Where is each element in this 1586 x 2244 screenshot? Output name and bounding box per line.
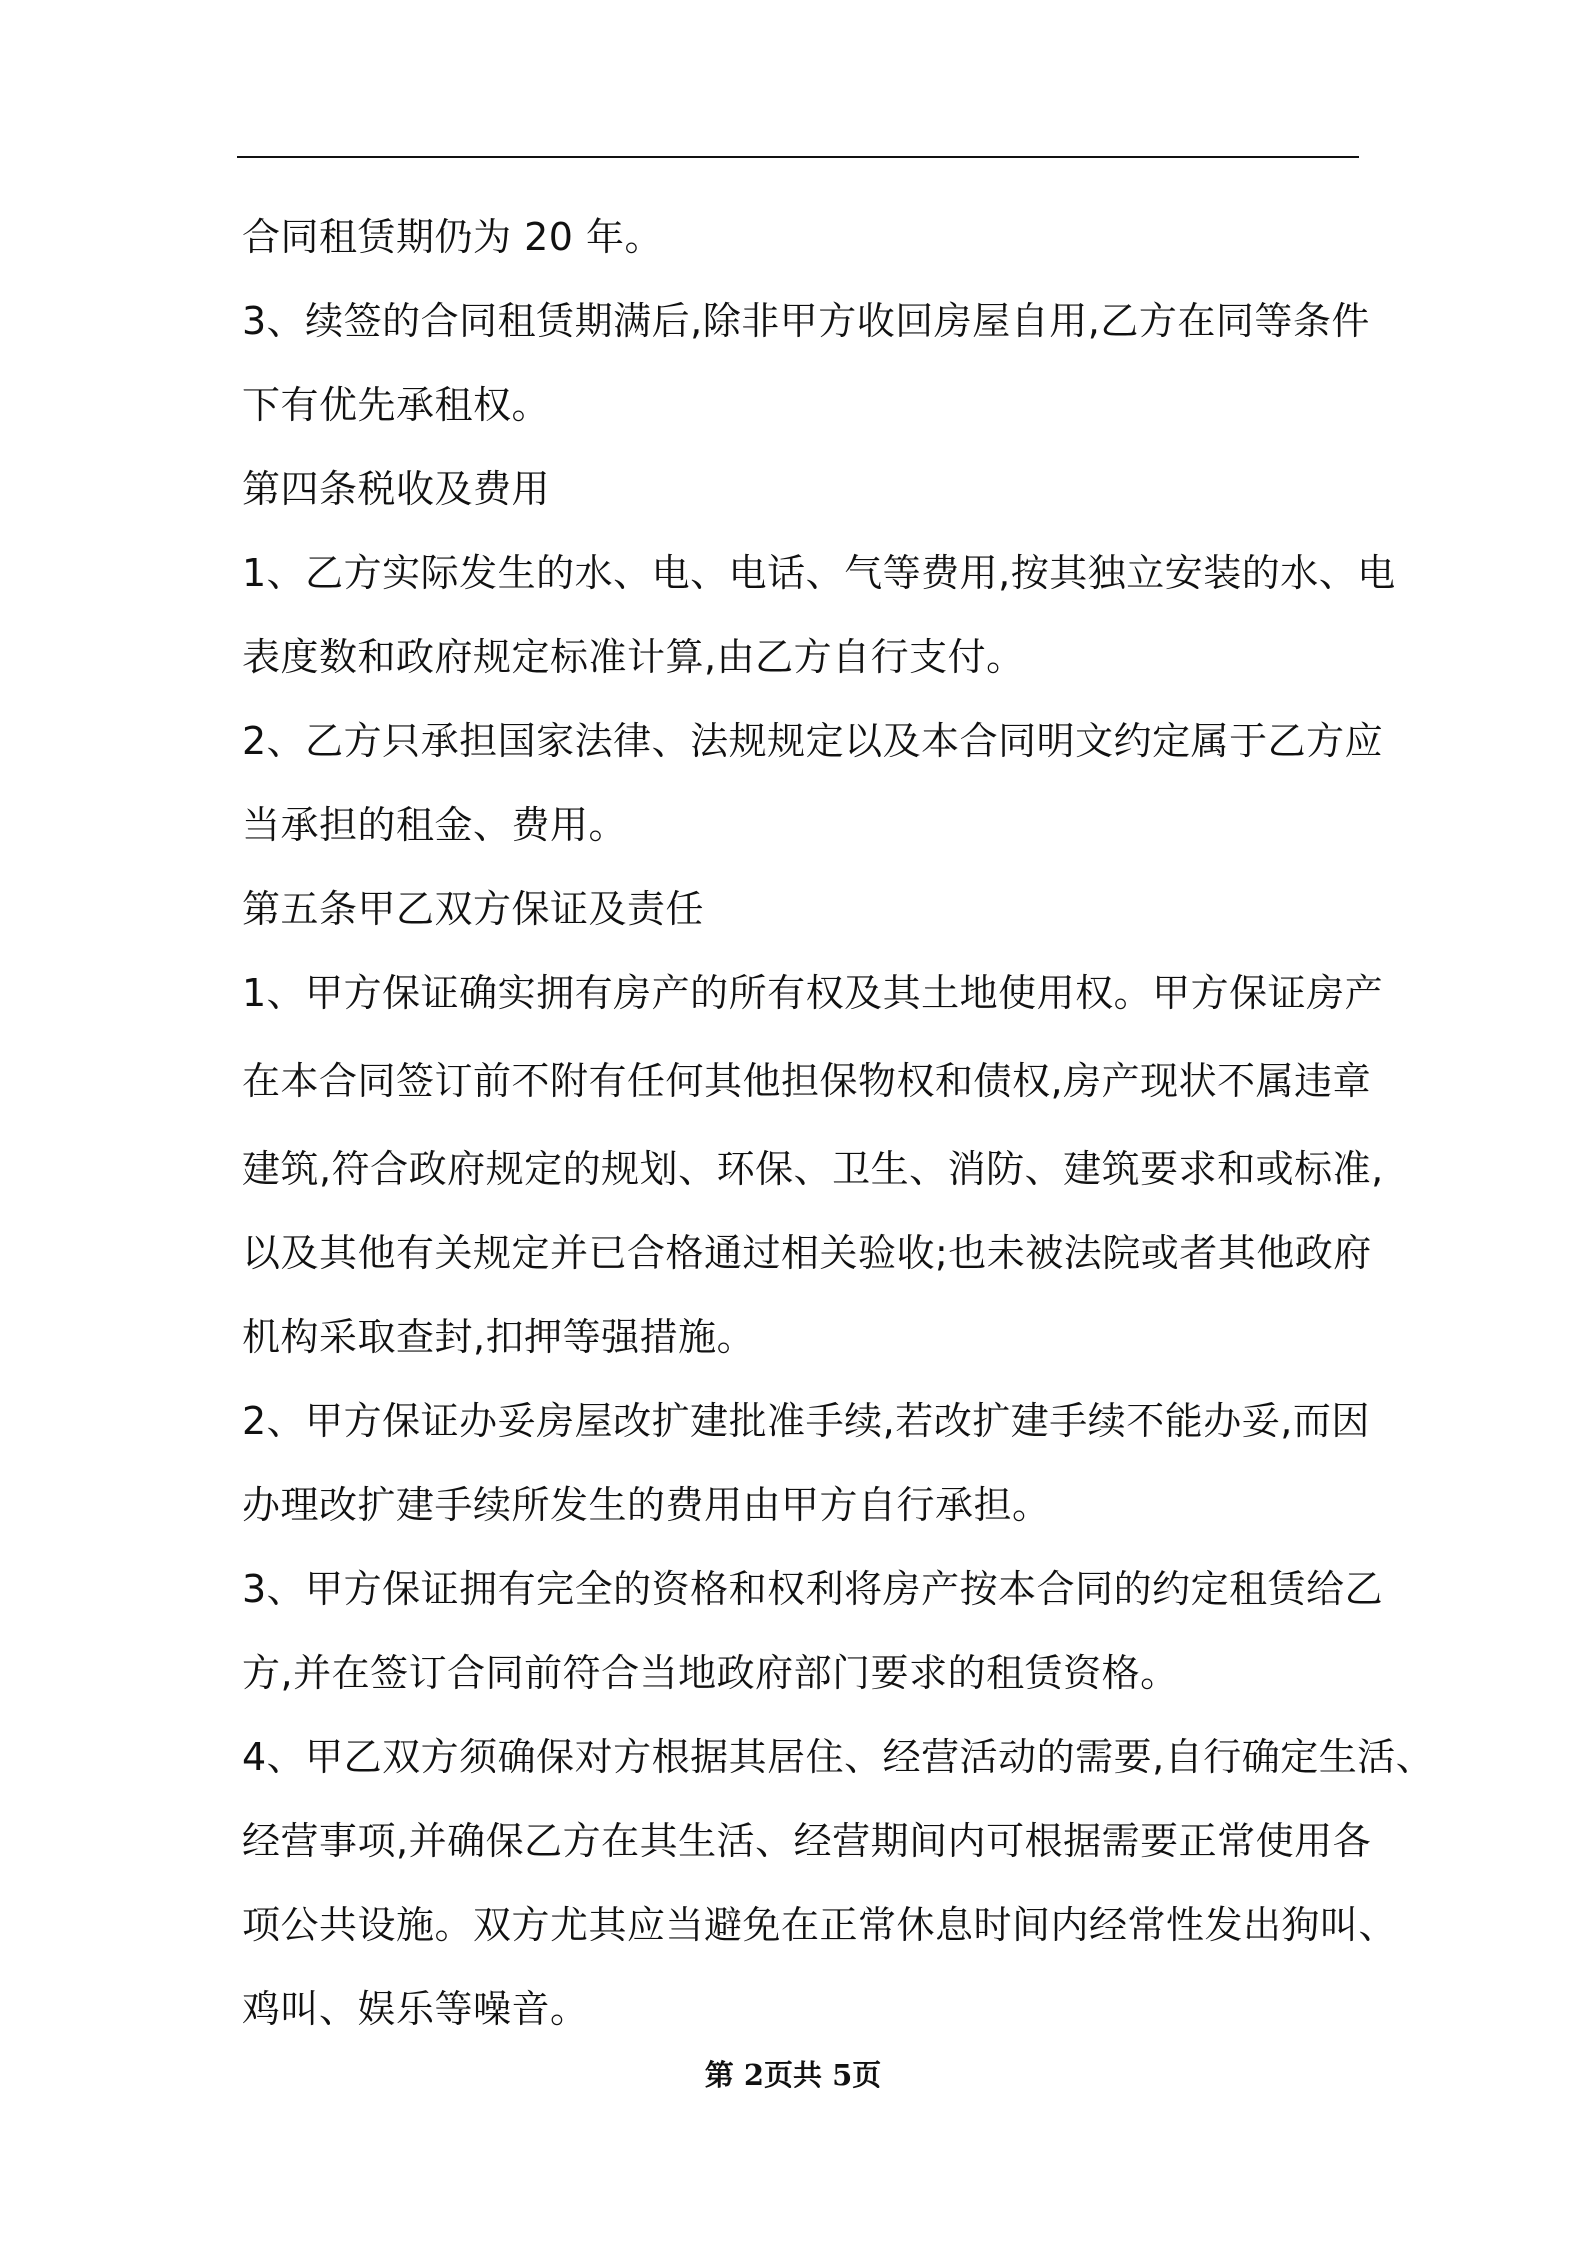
text-line: 1、乙方实际发生的水、电、电话、气等费用,按其独立安装的水、电 bbox=[242, 551, 1396, 595]
text-line: 1、甲方保证确实拥有房产的所有权及其土地使用权。甲方保证房产 bbox=[242, 971, 1384, 1015]
text-line: 建筑,符合政府规定的规划、环保、卫生、消防、建筑要求和或标准, bbox=[242, 1147, 1384, 1191]
text-line: 当承担的租金、费用。 bbox=[242, 803, 628, 847]
section-heading: 第五条甲乙双方保证及责任 bbox=[242, 887, 705, 931]
text-line: 项公共设施。双方尤其应当避免在正常休息时间内经常性发出狗叫、 bbox=[242, 1903, 1398, 1947]
text-line: 3、甲方保证拥有完全的资格和权利将房产按本合同的约定租赁给乙 bbox=[242, 1567, 1384, 1611]
text-line: 办理改扩建手续所发生的费用由甲方自行承担。 bbox=[242, 1483, 1051, 1527]
page-indicator: 第 2页共 5页 bbox=[704, 2058, 882, 2092]
text-line: 2、乙方只承担国家法律、法规规定以及本合同明文约定属于乙方应 bbox=[242, 719, 1384, 763]
text-line: 以及其他有关规定并已合格通过相关验收;也未被法院或者其他政府 bbox=[242, 1231, 1372, 1275]
text-line: 2、甲方保证办妥房屋改扩建批准手续,若改扩建手续不能办妥,而因 bbox=[242, 1399, 1370, 1443]
text-line: 在本合同签订前不附有任何其他担保物权和债权,房产现状不属违章 bbox=[242, 1059, 1372, 1103]
text-line: 4、甲乙双方须确保对方根据其居住、经营活动的需要,自行确定生活、 bbox=[242, 1735, 1435, 1779]
text-line: 方,并在签订合同前符合当地政府部门要求的租赁资格。 bbox=[242, 1651, 1179, 1695]
text-line: 下有优先承租权。 bbox=[242, 383, 551, 427]
header-rule bbox=[237, 156, 1359, 158]
section-heading: 第四条税收及费用 bbox=[242, 467, 551, 511]
text-line: 合同租赁期仍为 20 年。 bbox=[242, 215, 664, 259]
text-line: 经营事项,并确保乙方在其生活、经营期间内可根据需要正常使用各 bbox=[242, 1819, 1372, 1863]
text-line: 表度数和政府规定标准计算,由乙方自行支付。 bbox=[242, 635, 1025, 679]
text-line: 3、续签的合同租赁期满后,除非甲方收回房屋自用,乙方在同等条件 bbox=[242, 299, 1370, 343]
text-line: 机构采取查封,扣押等强措施。 bbox=[242, 1315, 756, 1359]
document-body bbox=[242, 195, 1435, 2051]
text-line: 鸡叫、娱乐等噪音。 bbox=[242, 1987, 589, 2031]
